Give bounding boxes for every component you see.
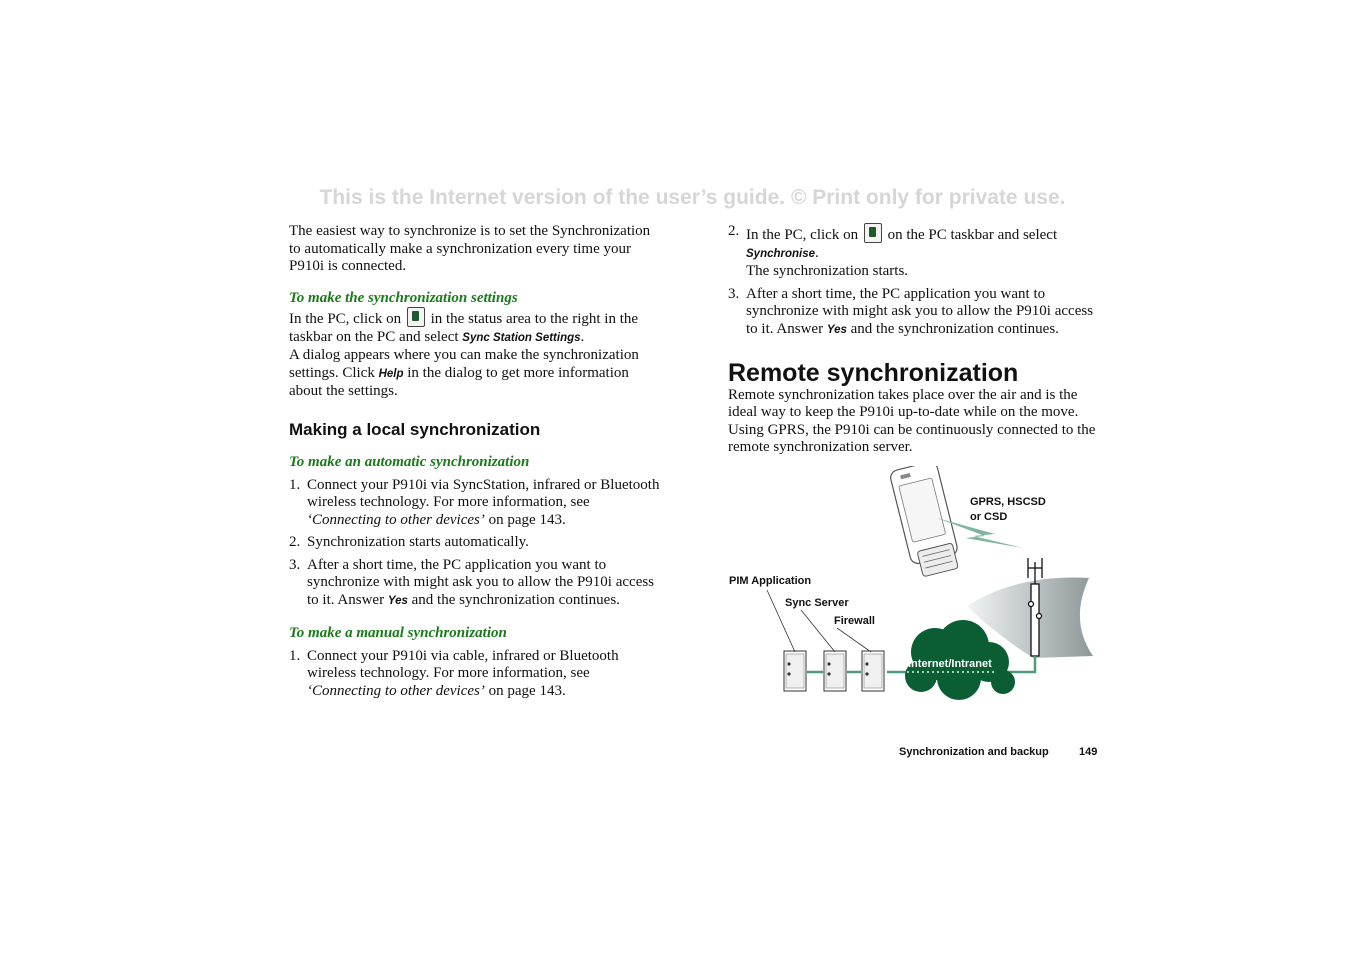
- settings-text-1: In the PC, click on: [289, 311, 402, 327]
- step-text: on the PC taskbar and select: [887, 227, 1058, 243]
- step-text: on page 143.: [488, 682, 566, 699]
- step-text: After a short time, the PC application you want to synchronize with might ask you to allow the P910i access to it. Answer: [307, 556, 655, 608]
- step-text: Connect your P910i via cable, infrared or Bluetooth wireless technology. For more information, see: [307, 647, 619, 681]
- page-number: 149: [1079, 746, 1098, 758]
- remote-sync-heading: Remote synchronization: [728, 359, 1019, 387]
- step-text: Synchronization starts automatically.: [307, 534, 529, 550]
- firewall-label: Firewall: [834, 615, 875, 627]
- pim-application-label: PIM Application: [729, 575, 812, 587]
- step-number: 1.: [289, 476, 301, 493]
- watermark: This is the Internet version of the user’s guide. © Print only for private use.: [319, 186, 1066, 209]
- settings-text-4: in the dialog to get more information about the settings.: [289, 364, 629, 399]
- sync-station-icon: [864, 223, 882, 243]
- step-number: 1.: [289, 647, 301, 664]
- cross-reference: ‘Connecting to other devices’: [307, 511, 485, 528]
- settings-step: In the PC, click on in the status area to the right in the taskbar on the PC and select Sync Station Settings.: [289, 307, 661, 347]
- list-item: 2. In the PC, click on on the PC taskbar and select Synchronise. The synchronization starts.: [728, 223, 1058, 279]
- network-label-line-2: or CSD: [970, 511, 1008, 523]
- step-text: The synchronization starts.: [746, 263, 909, 279]
- step-text: Connect your P910i via SyncStation, infrared or Bluetooth wireless technology. For more information, see: [307, 476, 660, 510]
- manual-sync-steps: [289, 648, 661, 701]
- remote-sync-diagram: [727, 466, 1102, 706]
- list-item: [289, 557, 661, 611]
- manual-sync-heading: To make a manual synchronization: [289, 625, 507, 641]
- intro-paragraph: The easiest way to synchronize is to set the Synchronization to automatically make a synchronization every time your P910i is connected.: [289, 223, 651, 274]
- help-command: Help: [378, 367, 404, 380]
- yes-command: Yes: [387, 594, 408, 607]
- pim-server-icon: [784, 651, 806, 691]
- step-text: In the PC, click on: [746, 227, 859, 243]
- sync-server-icon: [824, 651, 846, 691]
- list-item: [289, 477, 661, 530]
- auto-sync-heading: To make an automatic synchronization: [289, 454, 530, 470]
- cross-reference: ‘Connecting to other devices’: [307, 682, 485, 699]
- step-number: 3.: [289, 556, 301, 573]
- network-label-line-1: GPRS, HSCSD: [970, 496, 1046, 508]
- sync-station-icon: [407, 307, 425, 327]
- list-item: [289, 648, 661, 701]
- step-number: 2.: [728, 223, 740, 239]
- firewall-server-icon: [862, 651, 884, 691]
- list-item: [728, 286, 1100, 340]
- menu-sync-station-settings: Sync Station Settings: [462, 331, 581, 344]
- internet-label: Internet/Intranet: [908, 658, 992, 670]
- right-column: [728, 223, 1100, 457]
- step-text: on page 143.: [488, 511, 566, 528]
- menu-synchronise: Synchronise: [746, 247, 816, 260]
- step-number: 2.: [289, 534, 301, 550]
- step-number: 3.: [728, 285, 740, 302]
- manual-sync-steps-continued: [728, 223, 1100, 339]
- left-column: [289, 223, 661, 700]
- remote-sync-paragraph: Remote synchronization takes place over the air and is the ideal way to keep the P910i up-to-date while on the move. Using GPRS, the P910i can be continuously connected to the remote synchronization server.: [728, 386, 1096, 455]
- step-text: After a short time, the PC application you want to synchronize with might ask you to allow the P910i access to it. Answer: [746, 285, 1094, 337]
- sync-server-label: Sync Server: [785, 597, 849, 609]
- settings-dialog-paragraph: [289, 347, 661, 401]
- step-text: and the synchronization continues.: [411, 591, 620, 608]
- list-item: [289, 534, 661, 552]
- local-sync-heading: Making a local synchronization: [289, 419, 541, 439]
- step-text: and the synchronization continues.: [850, 320, 1059, 337]
- footer-section-title: Synchronization and backup: [899, 746, 1049, 758]
- settings-text-3: A dialog appears where you can make the synchronization settings. Click: [289, 347, 639, 381]
- settings-heading: To make the synchronization settings: [289, 289, 518, 306]
- settings-text-2: in the status area to the right in the taskbar on the PC and select: [289, 311, 639, 345]
- yes-command: Yes: [826, 323, 847, 336]
- auto-sync-steps: [289, 477, 661, 611]
